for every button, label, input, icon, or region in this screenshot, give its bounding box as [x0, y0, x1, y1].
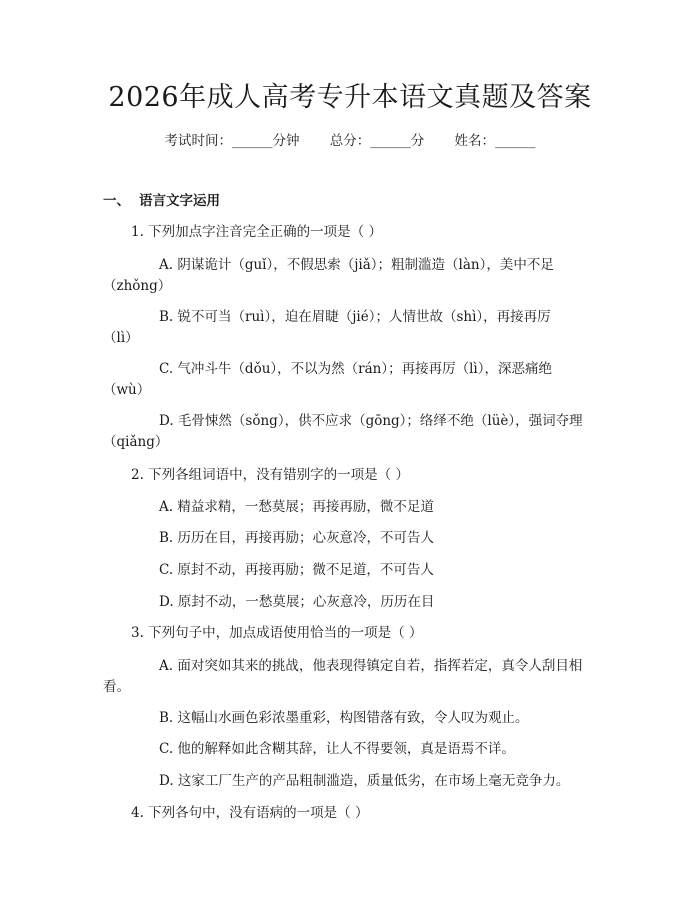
- option-b: B. 这幅山水画色彩浓墨重彩，构图错落有致，令人叹为观止。: [159, 710, 529, 726]
- option-a-continuation: 看。: [103, 679, 130, 695]
- section-heading: [103, 191, 220, 211]
- option-d: D. 毛骨悚然（sǒng），供不应求（gōng）；络绎不绝（lüè），强词夺理: [159, 413, 583, 429]
- option-c-continuation: （wù）: [103, 382, 151, 398]
- option-a: A. 阴谋诡计（guǐ），不假思索（jiǎ）；粗制滥造（làn），美中不足: [159, 257, 554, 273]
- exam-meta: [0, 131, 700, 151]
- option-b: B. 历历在目，再接再励；心灰意冷，不可告人: [159, 530, 435, 546]
- option-b-continuation: （lì）: [103, 330, 139, 346]
- option-d: D. 原封不动，一愁莫展；心灰意冷，历历在目: [159, 594, 435, 610]
- option-c: C. 他的解释如此含糊其辞，让人不得要领，真是语焉不详。: [159, 741, 515, 757]
- section-number: 一、: [103, 193, 130, 209]
- question-stem: 4. 下列各句中，没有语病的一项是（ ）: [131, 805, 369, 821]
- exam-score: 总分：______分: [329, 133, 425, 149]
- option-a: A. 精益求精，一愁莫展；再接再励，微不足道: [159, 499, 434, 515]
- page-title: 2026年成人高考专升本语文真题及答案: [108, 82, 592, 113]
- option-b: B. 锐不可当（ruì），迫在眉睫（jié）；人情世故（shì），再接再厉: [159, 309, 551, 325]
- section-title: 语言文字运用: [139, 193, 220, 209]
- student-name: 姓名：______: [454, 133, 536, 149]
- option-c: C. 气冲斗牛（dǒu），不以为然（rán）；再接再厉（lì），深恶痛绝: [159, 361, 552, 377]
- question-stem: 2. 下列各组词语中，没有错别字的一项是（ ）: [131, 467, 409, 483]
- option-a-continuation: （zhǒng）: [103, 278, 172, 294]
- question-stem: 1. 下列加点字注音完全正确的一项是（ ）: [131, 224, 382, 240]
- option-a: A. 面对突如其来的挑战，他表现得镇定自若，指挥若定，真令人刮目相: [159, 658, 583, 674]
- option-c: C. 原封不动，再接再励；微不足道，不可告人: [159, 562, 434, 578]
- option-d: D. 这家工厂生产的产品粗制滥造，质量低劣，在市场上毫无竞争力。: [159, 773, 570, 789]
- option-d-continuation: （qiǎng）: [103, 434, 169, 450]
- exam-time: 考试时间：______分钟: [164, 133, 300, 149]
- question-stem: 3. 下列句子中，加点成语使用恰当的一项是（ ）: [131, 625, 423, 641]
